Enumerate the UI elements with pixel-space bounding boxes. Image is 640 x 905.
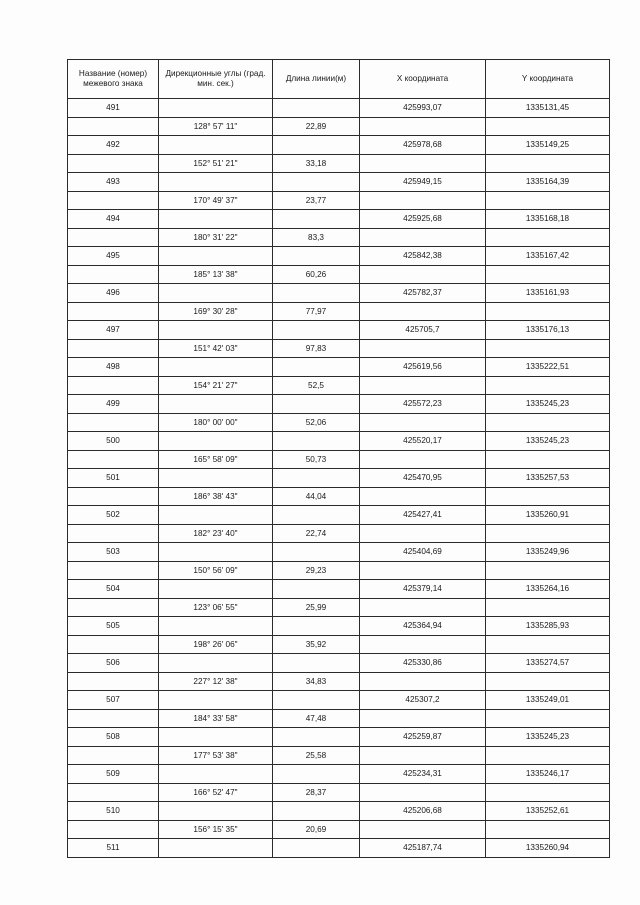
length-cell: 50,73 <box>273 450 360 469</box>
table-row <box>68 487 610 506</box>
x-coordinate-cell: 425404,69 <box>360 543 486 562</box>
marker-cell: 503 <box>68 543 159 562</box>
angle-cell <box>159 839 273 858</box>
marker-cell: 506 <box>68 654 159 673</box>
table-row <box>68 672 610 691</box>
length-cell <box>273 136 360 155</box>
length-cell: 97,83 <box>273 339 360 358</box>
angle-cell: 198° 26' 06" <box>159 635 273 654</box>
y-coordinate-cell: 1335149,25 <box>486 136 610 155</box>
marker-cell <box>68 561 159 580</box>
marker-cell <box>68 265 159 284</box>
angle-cell <box>159 765 273 784</box>
x-coordinate-cell: 425978,68 <box>360 136 486 155</box>
angle-cell <box>159 321 273 340</box>
angle-cell <box>159 432 273 451</box>
x-coordinate-cell <box>360 709 486 728</box>
marker-cell <box>68 228 159 247</box>
length-cell: 23,77 <box>273 191 360 210</box>
table-row <box>68 247 610 266</box>
angle-cell: 170° 49' 37" <box>159 191 273 210</box>
table-row <box>68 173 610 192</box>
table-row <box>68 413 610 432</box>
x-coordinate-cell <box>360 228 486 247</box>
length-cell: 22,74 <box>273 524 360 543</box>
y-coordinate-cell <box>486 672 610 691</box>
length-cell <box>273 173 360 192</box>
x-coordinate-cell <box>360 191 486 210</box>
angle-cell <box>159 691 273 710</box>
y-coordinate-cell <box>486 820 610 839</box>
x-coordinate-cell: 425379,14 <box>360 580 486 599</box>
table-row <box>68 136 610 155</box>
y-coordinate-cell: 1335264,16 <box>486 580 610 599</box>
marker-cell <box>68 117 159 136</box>
length-cell <box>273 284 360 303</box>
length-cell: 35,92 <box>273 635 360 654</box>
x-coordinate-cell: 425330,86 <box>360 654 486 673</box>
marker-cell: 508 <box>68 728 159 747</box>
marker-cell: 497 <box>68 321 159 340</box>
y-coordinate-cell: 1335176,13 <box>486 321 610 340</box>
y-coordinate-cell: 1335164,39 <box>486 173 610 192</box>
marker-cell: 510 <box>68 802 159 821</box>
marker-cell: 502 <box>68 506 159 525</box>
x-coordinate-cell: 425782,37 <box>360 284 486 303</box>
x-coordinate-cell: 425842,38 <box>360 247 486 266</box>
table-row <box>68 191 610 210</box>
length-cell: 33,18 <box>273 154 360 173</box>
length-cell: 52,5 <box>273 376 360 395</box>
marker-cell: 501 <box>68 469 159 488</box>
x-coordinate-cell <box>360 820 486 839</box>
x-coordinate-cell <box>360 561 486 580</box>
y-coordinate-cell: 1335161,93 <box>486 284 610 303</box>
marker-cell: 511 <box>68 839 159 858</box>
angle-cell: 152° 51' 21" <box>159 154 273 173</box>
y-coordinate-cell: 1335222,51 <box>486 358 610 377</box>
length-cell: 77,97 <box>273 302 360 321</box>
length-cell: 20,69 <box>273 820 360 839</box>
length-cell: 83,3 <box>273 228 360 247</box>
angle-cell <box>159 506 273 525</box>
length-cell <box>273 469 360 488</box>
length-cell: 52,06 <box>273 413 360 432</box>
coordinates-table <box>67 59 610 858</box>
length-cell <box>273 839 360 858</box>
x-coordinate-cell: 425206,68 <box>360 802 486 821</box>
length-cell: 60,26 <box>273 265 360 284</box>
y-coordinate-cell: 1335167,42 <box>486 247 610 266</box>
angle-cell <box>159 395 273 414</box>
angle-cell: 128° 57' 11" <box>159 117 273 136</box>
angle-cell <box>159 99 273 118</box>
marker-cell <box>68 746 159 765</box>
x-coordinate-cell <box>360 450 486 469</box>
length-cell: 25,58 <box>273 746 360 765</box>
x-coordinate-cell: 425520,17 <box>360 432 486 451</box>
marker-cell <box>68 191 159 210</box>
x-coordinate-cell <box>360 413 486 432</box>
length-cell <box>273 247 360 266</box>
y-coordinate-cell: 1335249,01 <box>486 691 610 710</box>
marker-cell: 498 <box>68 358 159 377</box>
length-cell <box>273 358 360 377</box>
marker-cell <box>68 154 159 173</box>
angle-cell <box>159 469 273 488</box>
table-row <box>68 543 610 562</box>
table-row <box>68 321 610 340</box>
length-cell: 44,04 <box>273 487 360 506</box>
x-coordinate-cell <box>360 265 486 284</box>
y-coordinate-cell: 1335260,91 <box>486 506 610 525</box>
table-row <box>68 802 610 821</box>
marker-cell: 507 <box>68 691 159 710</box>
length-cell: 28,37 <box>273 783 360 802</box>
y-coordinate-cell <box>486 746 610 765</box>
marker-cell <box>68 783 159 802</box>
marker-cell <box>68 672 159 691</box>
angle-cell: 156° 15' 35" <box>159 820 273 839</box>
marker-cell <box>68 820 159 839</box>
length-cell: 29,23 <box>273 561 360 580</box>
y-coordinate-cell: 1335245,23 <box>486 432 610 451</box>
y-coordinate-cell <box>486 228 610 247</box>
marker-cell: 492 <box>68 136 159 155</box>
length-cell <box>273 321 360 340</box>
marker-cell <box>68 450 159 469</box>
table-body <box>68 99 610 858</box>
y-coordinate-cell: 1335246,17 <box>486 765 610 784</box>
y-coordinate-cell <box>486 376 610 395</box>
header-direction-angles: Дирекционные углы (град. мин. сек.) <box>159 60 273 99</box>
table-row <box>68 598 610 617</box>
marker-cell <box>68 376 159 395</box>
table-row <box>68 376 610 395</box>
y-coordinate-cell: 1335257,53 <box>486 469 610 488</box>
length-cell: 25,99 <box>273 598 360 617</box>
y-coordinate-cell: 1335260,94 <box>486 839 610 858</box>
x-coordinate-cell: 425619,56 <box>360 358 486 377</box>
length-cell <box>273 728 360 747</box>
x-coordinate-cell: 425470,95 <box>360 469 486 488</box>
x-coordinate-cell: 425993,07 <box>360 99 486 118</box>
x-coordinate-cell <box>360 302 486 321</box>
marker-cell: 494 <box>68 210 159 229</box>
y-coordinate-cell <box>486 302 610 321</box>
table-row <box>68 820 610 839</box>
length-cell: 34,83 <box>273 672 360 691</box>
length-cell <box>273 765 360 784</box>
y-coordinate-cell: 1335245,23 <box>486 395 610 414</box>
marker-cell: 500 <box>68 432 159 451</box>
table-row <box>68 228 610 247</box>
y-coordinate-cell <box>486 413 610 432</box>
y-coordinate-cell: 1335252,61 <box>486 802 610 821</box>
table-row <box>68 839 610 858</box>
y-coordinate-cell <box>486 487 610 506</box>
marker-cell <box>68 302 159 321</box>
angle-cell: 184° 33' 58" <box>159 709 273 728</box>
table-row <box>68 580 610 599</box>
marker-cell: 495 <box>68 247 159 266</box>
angle-cell <box>159 543 273 562</box>
y-coordinate-cell <box>486 450 610 469</box>
angle-cell: 177° 53' 38" <box>159 746 273 765</box>
angle-cell: 166° 52' 47" <box>159 783 273 802</box>
angle-cell <box>159 654 273 673</box>
angle-cell: 165° 58' 09" <box>159 450 273 469</box>
table-row <box>68 654 610 673</box>
x-coordinate-cell <box>360 117 486 136</box>
y-coordinate-cell <box>486 783 610 802</box>
x-coordinate-cell <box>360 487 486 506</box>
angle-cell <box>159 284 273 303</box>
marker-cell: 493 <box>68 173 159 192</box>
table-row <box>68 524 610 543</box>
length-cell <box>273 506 360 525</box>
x-coordinate-cell: 425925,68 <box>360 210 486 229</box>
table-row <box>68 506 610 525</box>
table-row <box>68 284 610 303</box>
x-coordinate-cell: 425705,7 <box>360 321 486 340</box>
angle-cell: 180° 00' 00" <box>159 413 273 432</box>
length-cell <box>273 617 360 636</box>
length-cell <box>273 543 360 562</box>
table-row <box>68 265 610 284</box>
angle-cell: 185° 13' 38" <box>159 265 273 284</box>
x-coordinate-cell <box>360 783 486 802</box>
marker-cell <box>68 487 159 506</box>
table-row <box>68 783 610 802</box>
angle-cell: 182° 23' 40" <box>159 524 273 543</box>
x-coordinate-cell: 425364,94 <box>360 617 486 636</box>
table-row <box>68 617 610 636</box>
x-coordinate-cell: 425187,74 <box>360 839 486 858</box>
angle-cell: 123° 06' 55" <box>159 598 273 617</box>
y-coordinate-cell <box>486 524 610 543</box>
length-cell <box>273 654 360 673</box>
table-row <box>68 561 610 580</box>
marker-cell: 505 <box>68 617 159 636</box>
angle-cell <box>159 617 273 636</box>
x-coordinate-cell: 425427,41 <box>360 506 486 525</box>
table-row <box>68 154 610 173</box>
angle-cell: 169° 30' 28" <box>159 302 273 321</box>
length-cell <box>273 691 360 710</box>
angle-cell <box>159 358 273 377</box>
y-coordinate-cell <box>486 191 610 210</box>
y-coordinate-cell <box>486 598 610 617</box>
table-row <box>68 302 610 321</box>
angle-cell <box>159 173 273 192</box>
y-coordinate-cell: 1335274,57 <box>486 654 610 673</box>
y-coordinate-cell <box>486 339 610 358</box>
angle-cell <box>159 728 273 747</box>
y-coordinate-cell: 1335245,23 <box>486 728 610 747</box>
length-cell: 47,48 <box>273 709 360 728</box>
table-row <box>68 117 610 136</box>
y-coordinate-cell <box>486 154 610 173</box>
marker-cell: 499 <box>68 395 159 414</box>
x-coordinate-cell <box>360 635 486 654</box>
angle-cell <box>159 802 273 821</box>
table-row <box>68 765 610 784</box>
table-row <box>68 432 610 451</box>
angle-cell: 186° 38' 43" <box>159 487 273 506</box>
header-row <box>68 60 610 99</box>
x-coordinate-cell: 425259,87 <box>360 728 486 747</box>
y-coordinate-cell <box>486 117 610 136</box>
angle-cell <box>159 136 273 155</box>
y-coordinate-cell: 1335249,96 <box>486 543 610 562</box>
y-coordinate-cell <box>486 265 610 284</box>
table-row <box>68 99 610 118</box>
header-x-coordinate: X координата <box>360 60 486 99</box>
length-cell <box>273 210 360 229</box>
marker-cell: 496 <box>68 284 159 303</box>
table-row <box>68 358 610 377</box>
x-coordinate-cell <box>360 154 486 173</box>
angle-cell: 227° 12' 38" <box>159 672 273 691</box>
length-cell <box>273 99 360 118</box>
marker-cell <box>68 635 159 654</box>
marker-cell: 509 <box>68 765 159 784</box>
marker-cell <box>68 339 159 358</box>
x-coordinate-cell: 425949,15 <box>360 173 486 192</box>
table-row <box>68 728 610 747</box>
y-coordinate-cell: 1335131,45 <box>486 99 610 118</box>
y-coordinate-cell <box>486 635 610 654</box>
header-line-length: Длина линии(м) <box>273 60 360 99</box>
table-row <box>68 450 610 469</box>
table-row <box>68 210 610 229</box>
angle-cell <box>159 580 273 599</box>
x-coordinate-cell <box>360 524 486 543</box>
x-coordinate-cell <box>360 339 486 358</box>
marker-cell <box>68 413 159 432</box>
x-coordinate-cell: 425572,23 <box>360 395 486 414</box>
angle-cell: 150° 56' 09" <box>159 561 273 580</box>
angle-cell: 180° 31' 22" <box>159 228 273 247</box>
y-coordinate-cell <box>486 561 610 580</box>
length-cell <box>273 432 360 451</box>
y-coordinate-cell: 1335285,93 <box>486 617 610 636</box>
x-coordinate-cell <box>360 672 486 691</box>
marker-cell: 504 <box>68 580 159 599</box>
table-row <box>68 709 610 728</box>
marker-cell <box>68 598 159 617</box>
table-row <box>68 691 610 710</box>
x-coordinate-cell: 425234,31 <box>360 765 486 784</box>
length-cell: 22,89 <box>273 117 360 136</box>
length-cell <box>273 395 360 414</box>
angle-cell: 154° 21' 27" <box>159 376 273 395</box>
x-coordinate-cell <box>360 746 486 765</box>
marker-cell <box>68 709 159 728</box>
length-cell <box>273 580 360 599</box>
angle-cell <box>159 210 273 229</box>
angle-cell <box>159 247 273 266</box>
table-row <box>68 635 610 654</box>
angle-cell: 151° 42' 03" <box>159 339 273 358</box>
table-row <box>68 469 610 488</box>
y-coordinate-cell <box>486 709 610 728</box>
x-coordinate-cell <box>360 376 486 395</box>
header-marker-name: Название (номер) межевого знака <box>68 60 159 99</box>
marker-cell: 491 <box>68 99 159 118</box>
table-row <box>68 746 610 765</box>
table-row <box>68 339 610 358</box>
x-coordinate-cell <box>360 598 486 617</box>
table-row <box>68 395 610 414</box>
marker-cell <box>68 524 159 543</box>
header-y-coordinate: Y координата <box>486 60 610 99</box>
table-header <box>68 60 610 99</box>
x-coordinate-cell: 425307,2 <box>360 691 486 710</box>
length-cell <box>273 802 360 821</box>
y-coordinate-cell: 1335168,18 <box>486 210 610 229</box>
